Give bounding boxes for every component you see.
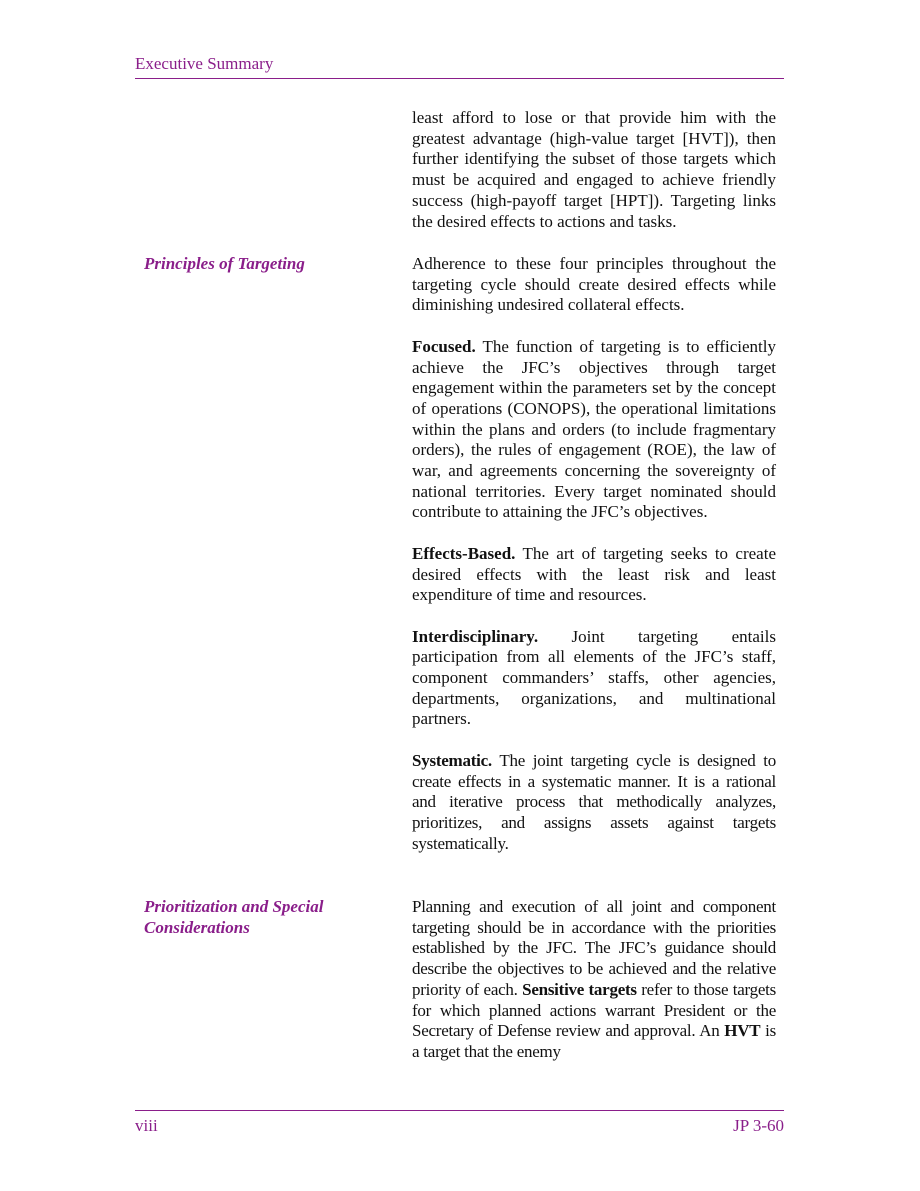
systematic-text: The joint targeting cycle is designed to create effects in a systematic manner. It is a rational and iterative process that methodically analyzes, prioritizes, and assigns assets against targets systematically.	[412, 750, 776, 853]
hvt-term: HVT	[724, 1021, 761, 1041]
effects-based-term: Effects-Based.	[412, 543, 516, 563]
header-rule	[135, 78, 784, 79]
interdisciplinary-text: Joint targeting entails participation from all elements of the JFC’s staff, component commanders’ staffs, other agencies, departments, organizations, and multinational partners.	[412, 626, 776, 729]
prioritization-text-1: Planning and execution of all joint and component targeting should be in accordance with the priorities established by the JFC. The JFC’s guidance should describe the objectives to be achieved and the relative priority of each.	[412, 897, 776, 999]
focused-text: The function of targeting is to efficiently achieve the JFC’s objectives through target engagement within the parameters set by the concept of operations (CONOPS), the operational limitations within the plans and orders (to include fragmentary orders), the rules of engagement (ROE), the law of war, and agreements concerning the sovereignty of national territories. Every target nominated should contribute to attaining the JFC’s objectives.	[412, 336, 776, 522]
footer-publication: JP 3-60	[733, 1116, 784, 1135]
focused-term: Focused.	[412, 336, 476, 356]
body-text-column-prioritization	[412, 897, 776, 1063]
side-heading-principles: Principles of Targeting	[144, 254, 305, 273]
footer-rule	[135, 1110, 784, 1111]
focused-paragraph	[412, 337, 776, 523]
interdisciplinary-paragraph	[412, 627, 776, 731]
systematic-term: Systematic.	[412, 750, 492, 770]
footer-page-number: viii	[135, 1116, 158, 1135]
prioritization-text-3: is a target that the enemy	[412, 1021, 776, 1061]
header-title: Executive Summary	[135, 54, 274, 73]
continuation-paragraph: least afford to lose or that provide him with the greatest advantage (high-value target [HVT]), then further identifying the subset of those targets which must be acquired and engaged to achieve friendly success (high-payoff target [HPT]). Targeting links the desired effects to actions and tasks.	[412, 108, 776, 231]
side-heading-prioritization: Prioritization and Special Considerations	[144, 897, 324, 937]
systematic-paragraph	[412, 751, 776, 855]
sensitive-targets-term: Sensitive targets	[522, 979, 637, 999]
prioritization-text-2: refer to those targets for which planned actions warrant President or the Secretary of Defense review and approval. An	[412, 979, 776, 1041]
effects-based-text: The art of targeting seeks to create desired effects with the least risk and least expenditure of time and resources.	[412, 543, 776, 605]
prioritization-paragraph	[412, 897, 776, 1063]
interdisciplinary-term: Interdisciplinary.	[412, 626, 539, 646]
effects-based-paragraph	[412, 544, 776, 606]
body-text-column-principles	[412, 254, 776, 854]
body-text-column-top	[412, 108, 776, 232]
principles-intro-paragraph: Adherence to these four principles throughout the targeting cycle should create desired effects while diminishing undesired collateral effects.	[412, 254, 776, 315]
